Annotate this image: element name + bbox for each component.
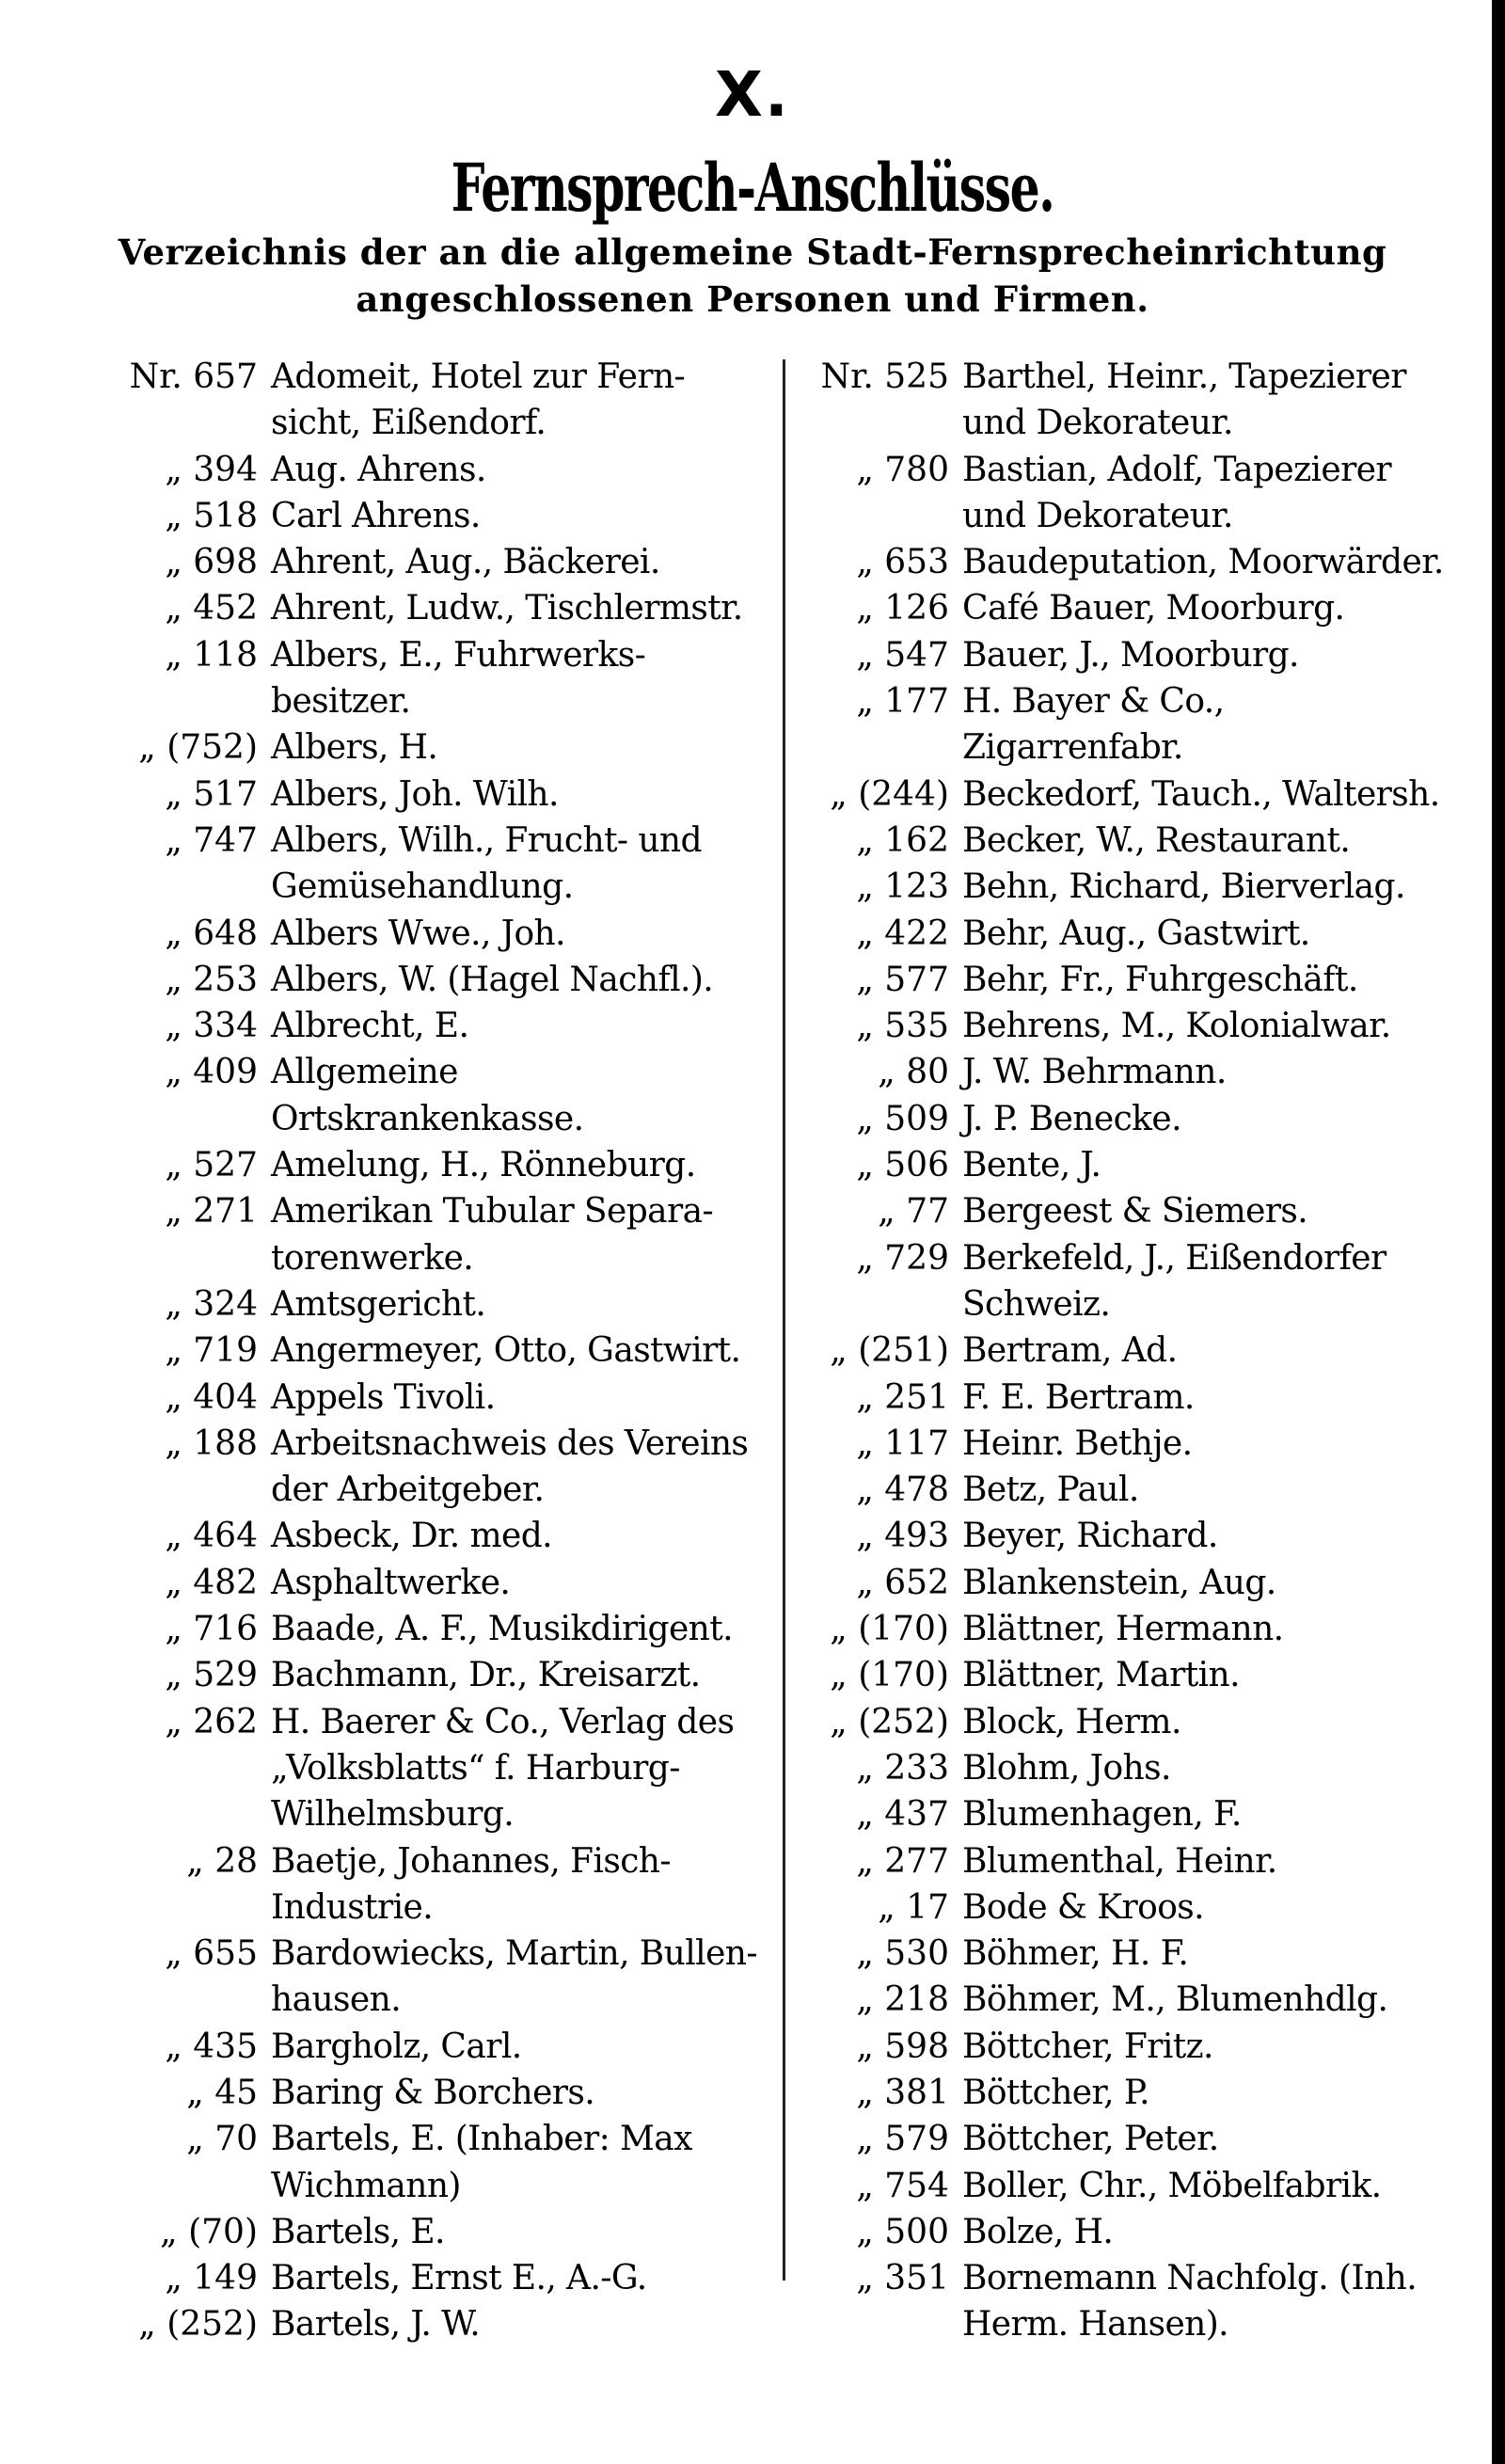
entry-number: „ 334: [165, 1007, 258, 1046]
entry-number: „ 409: [165, 1053, 258, 1092]
entry-name: Café Bauer, Moorburg.: [962, 589, 1345, 628]
page-edge-shadow: [1492, 0, 1505, 2464]
directory-entry: [92, 2209, 769, 2255]
entry-number: „ 271: [165, 1192, 258, 1232]
entry-number: „ 716: [165, 1610, 258, 1649]
directory-entry: [92, 1560, 769, 1606]
entry-name: Böhmer, H. F.: [962, 1934, 1189, 1974]
entry-number: „ 648: [165, 914, 258, 953]
entry-name: Behr, Fr., Fuhrgeschäft.: [962, 960, 1358, 999]
subtitle-line-2: angeschlossenen Personen und Firmen.: [356, 278, 1149, 320]
entry-name: Bartels, E.: [271, 2212, 445, 2251]
entry-name: Albers, H.: [271, 728, 438, 768]
directory-entry: [92, 585, 769, 631]
entry-name: Baade, A. F., Musikdirigent.: [271, 1610, 733, 1649]
entry-number: „ 500: [856, 2212, 949, 2251]
entry-number: „ 547: [856, 635, 949, 675]
entry-number: „ 251: [856, 1377, 949, 1417]
entry-number: „ 452: [165, 589, 258, 628]
entry-name: Albers, Joh. Wilh.: [271, 774, 559, 814]
directory-entry: [92, 1606, 769, 1652]
entry-name: Ahrent, Ludw., Tischlermstr.: [271, 589, 743, 628]
directory-entry: [795, 2163, 1453, 2209]
directory-entry: [795, 2255, 1453, 2348]
entry-number: „ 351: [856, 2259, 949, 2298]
directory-entry: [795, 957, 1453, 1003]
entry-name: Adomeit, Hotel zur Fern- sicht, Eißendorf.: [271, 358, 686, 443]
entry-number: „ 652: [856, 1563, 949, 1602]
entry-number: „ 404: [165, 1377, 258, 1417]
directory-entry: [795, 1003, 1453, 1049]
entry-name: Bente, J.: [962, 1146, 1101, 1185]
directory-entry: [795, 864, 1453, 910]
entry-name: Asbeck, Dr. med.: [271, 1517, 553, 1556]
entry-number: „ 518: [165, 496, 258, 535]
entry-name: Bergeest & Siemers.: [962, 1192, 1308, 1232]
entry-name: Böttcher, P.: [962, 2073, 1150, 2112]
entry-name: Asphaltwerke.: [271, 1563, 511, 1602]
entry-name: Baring & Borchers.: [271, 2073, 595, 2112]
entry-number: „ 435: [165, 2027, 258, 2066]
entry-number: „ 80: [878, 1053, 949, 1092]
entry-name: Albers, Wilh., Frucht- und Gemüsehandlung.: [271, 820, 702, 907]
entry-name: Bertram, Ad.: [962, 1331, 1178, 1371]
directory-entry: [795, 2209, 1453, 2255]
entry-number: „ 117: [856, 1423, 949, 1463]
directory-entry: [795, 1745, 1453, 1791]
entry-name: Behr, Aug., Gastwirt.: [962, 914, 1310, 953]
entry-number: „ 530: [856, 1934, 949, 1974]
entry-name: Angermeyer, Otto, Gastwirt.: [271, 1331, 741, 1371]
directory-entry: [795, 632, 1453, 678]
entry-number: „ 118: [165, 635, 258, 675]
entry-name: Becker, W., Restaurant.: [962, 820, 1351, 860]
entry-number: „ 780: [856, 450, 949, 489]
entry-number: „ 123: [856, 867, 949, 907]
entry-name: Blumenthal, Heinr.: [962, 1841, 1277, 1881]
entry-number: „ 577: [856, 960, 949, 999]
directory-entry: [92, 1931, 769, 2024]
entry-number: „ 698: [165, 543, 258, 582]
entry-number: Nr. 657: [129, 358, 258, 396]
entry-number: „ 126: [856, 589, 949, 628]
entry-name: Amelung, H., Rönneburg.: [271, 1146, 696, 1185]
directory-entry: [795, 818, 1453, 864]
entry-name: Amerikan Tubular Separa- torenwerke.: [271, 1192, 714, 1278]
entry-number: „ 177: [856, 682, 949, 722]
entry-number: „ 28: [186, 1841, 258, 1881]
entry-name: Arbeitsnachweis des Vereins der Arbeitgeber.: [271, 1423, 749, 1510]
entry-name: Albers, E., Fuhrwerks- besitzer.: [271, 635, 646, 722]
entry-name: Albers, W. (Hagel Nachfl.).: [271, 960, 714, 999]
entry-name: Ahrent, Aug., Bäckerei.: [271, 543, 660, 582]
directory-entry: [92, 632, 769, 725]
entry-name: Amtsgericht.: [271, 1284, 486, 1324]
entry-number: „ (251): [830, 1331, 949, 1371]
entry-number: „ 506: [856, 1146, 949, 1185]
entry-number: „ 422: [856, 914, 949, 953]
entry-number: „ (252): [830, 1702, 949, 1741]
directory-entry: [92, 911, 769, 957]
entry-name: Albrecht, E.: [271, 1007, 469, 1046]
section-number: X.: [715, 58, 790, 131]
entry-name: Bachmann, Dr., Kreisarzt.: [271, 1656, 701, 1695]
subtitle-line-1: Verzeichnis der an die allgemeine Stadt-Fernsprecheinrichtung: [118, 231, 1387, 273]
directory-entry: [92, 1421, 769, 1514]
column-divider: [783, 359, 785, 2281]
directory-entry: [92, 724, 769, 771]
directory-entry: [795, 1421, 1453, 1467]
entry-name: J. P. Benecke.: [962, 1099, 1181, 1138]
entry-name: Behn, Richard, Bierverlag.: [962, 867, 1405, 907]
entry-name: Baudeputation, Moorwärder.: [962, 543, 1444, 582]
entry-number: „ 729: [856, 1238, 949, 1278]
directory-entry: [92, 771, 769, 818]
entry-name: Bartels, Ernst E., A.-G.: [271, 2259, 647, 2298]
entry-number: „ 277: [856, 1841, 949, 1881]
entry-name: Blankenstein, Aug.: [962, 1563, 1276, 1602]
entry-number: „ 70: [186, 2120, 258, 2159]
entry-number: „ 45: [186, 2073, 258, 2112]
directory-entry: [795, 1699, 1453, 1745]
entry-number: „ 579: [856, 2120, 949, 2159]
directory-entry: [795, 1235, 1453, 1328]
entry-number: „ 754: [856, 2166, 949, 2205]
directory-entry: [92, 818, 769, 911]
directory-entry: [795, 1142, 1453, 1188]
directory-entry: [795, 1375, 1453, 1421]
entry-number: „ 478: [856, 1470, 949, 1510]
entry-name: Bardowiecks, Martin, Bullen- hausen.: [271, 1934, 757, 2020]
entry-number: „ (244): [830, 774, 949, 814]
directory-entry: [92, 1281, 769, 1327]
entry-number: „ 535: [856, 1007, 949, 1046]
directory-entry: [92, 354, 769, 447]
directory-entry: [92, 539, 769, 585]
entry-name: Beyer, Richard.: [962, 1517, 1218, 1556]
entry-name: Carl Ahrens.: [271, 496, 481, 535]
entry-name: Heinr. Bethje.: [962, 1423, 1193, 1463]
directory-entry: [795, 1931, 1453, 1977]
entry-name: Blättner, Hermann.: [962, 1610, 1284, 1649]
entry-name: Blättner, Martin.: [962, 1656, 1240, 1695]
directory-entry: [795, 678, 1453, 771]
directory-entry: [795, 1467, 1453, 1513]
entry-name: Berkefeld, J., Eißendorfer Schweiz.: [962, 1238, 1386, 1324]
entry-number: „ 653: [856, 543, 949, 582]
entry-number: „ 509: [856, 1099, 949, 1138]
entry-number: „ 464: [165, 1517, 258, 1556]
directory-entry: [92, 2255, 769, 2301]
directory-entry: [795, 1327, 1453, 1374]
entry-name: Baetje, Johannes, Fisch- Industrie.: [271, 1841, 671, 1927]
directory-entry: [795, 447, 1453, 540]
entry-number: „ 437: [856, 1795, 949, 1835]
directory-entry: [92, 1699, 769, 1838]
directory-entry: [795, 1838, 1453, 1884]
entry-name: Appels Tivoli.: [271, 1377, 496, 1417]
directory-entry: [795, 1096, 1453, 1142]
directory-entry: [92, 2116, 769, 2209]
entry-number: „ 482: [165, 1563, 258, 1602]
entry-number: „ 394: [165, 450, 258, 489]
entry-name: Boller, Chr., Möbelfabrik.: [962, 2166, 1382, 2205]
directory-entry: [92, 1375, 769, 1421]
entry-name: Albers Wwe., Joh.: [271, 914, 565, 953]
entry-number: „ 529: [165, 1656, 258, 1695]
directory-entry: [795, 771, 1453, 818]
entry-name: Beckedorf, Tauch., Waltersh.: [962, 774, 1440, 814]
entry-name: Böhmer, M., Blumenhdlg.: [962, 1980, 1388, 2020]
entry-name: Bastian, Adolf, Tapezierer und Dekorateur.: [962, 450, 1392, 535]
directory-entry: [92, 1142, 769, 1188]
directory-entry: [92, 493, 769, 539]
directory-entry: [795, 539, 1453, 585]
entry-name: Block, Herm.: [962, 1702, 1181, 1741]
entry-number: „ 218: [856, 1980, 949, 2020]
entry-number: „ 162: [856, 820, 949, 860]
directory-entry: [795, 1049, 1453, 1095]
entry-number: „ 719: [165, 1331, 258, 1371]
entry-number: „ 188: [165, 1423, 258, 1463]
entry-name: J. W. Behrmann.: [962, 1053, 1227, 1092]
directory-entry: [92, 2301, 769, 2347]
directory-entry: [795, 911, 1453, 957]
entry-number: „ (752): [138, 728, 258, 768]
entry-number: „ 493: [856, 1517, 949, 1556]
directory-entry: [795, 1188, 1453, 1234]
entry-number: „ 324: [165, 1284, 258, 1324]
directory-entry: [92, 2070, 769, 2116]
entry-name: Böttcher, Fritz.: [962, 2027, 1213, 2066]
page-title: Fernsprech-Anschlüsse.: [451, 149, 1054, 227]
entry-number: „ (252): [138, 2305, 258, 2345]
entry-number: „ 517: [165, 774, 258, 814]
entry-number: „ 149: [165, 2259, 258, 2298]
directory-entry: [92, 1513, 769, 1559]
entry-name: Behrens, M., Kolonialwar.: [962, 1007, 1391, 1046]
directory-entry: [795, 2024, 1453, 2070]
entry-number: „ 262: [165, 1702, 258, 1741]
directory-entry: [795, 1606, 1453, 1652]
directory-entry: [92, 1652, 769, 1698]
entry-number: „ 747: [165, 820, 258, 860]
entry-name: Bartels, E. (Inhaber: Max Wichmann): [271, 2120, 692, 2205]
entry-number: „ 253: [165, 960, 258, 999]
entry-number: „ 17: [878, 1887, 949, 1927]
entry-number: „ 77: [878, 1192, 949, 1232]
entry-number: „ (170): [830, 1656, 949, 1695]
entry-name: H. Baerer & Co., Verlag des „Volksblatts“ f. Harburg- Wilhelmsburg.: [271, 1702, 735, 1835]
entry-name: Böttcher, Peter.: [962, 2120, 1219, 2159]
directory-entry: [795, 2070, 1453, 2116]
entry-name: Blohm, Johs.: [962, 1748, 1171, 1788]
entry-number: „ (170): [830, 1610, 949, 1649]
entry-number: „ 527: [165, 1146, 258, 1185]
entry-number: „ 655: [165, 1934, 258, 1974]
directory-entry: [92, 1003, 769, 1049]
left-column: [92, 354, 769, 2348]
directory-entry: [92, 1049, 769, 1142]
entry-name: Barthel, Heinr., Tapezierer und Dekorateur.: [962, 358, 1406, 443]
entry-number: „ 598: [856, 2027, 949, 2066]
entry-name: Allgemeine Ortskrankenkasse.: [271, 1053, 584, 1138]
entry-name: Bauer, J., Moorburg.: [962, 635, 1299, 675]
entry-name: Bolze, H.: [962, 2212, 1114, 2251]
directory-entry: [92, 1188, 769, 1281]
directory-entry: [92, 2024, 769, 2070]
directory-entry: [795, 1560, 1453, 1606]
entry-name: Bartels, J. W.: [271, 2305, 481, 2345]
directory-entry: [795, 1977, 1453, 2023]
entry-name: Bode & Kroos.: [962, 1887, 1204, 1927]
entry-number: Nr. 525: [820, 358, 949, 396]
directory-entry: [92, 1838, 769, 1931]
entry-number: „ 381: [856, 2073, 949, 2112]
entry-name: Bornemann Nachfolg. (Inh. Herm. Hansen).: [962, 2259, 1418, 2345]
entry-name: Bargholz, Carl.: [271, 2027, 522, 2066]
directory-entry: [795, 1791, 1453, 1837]
right-column: [795, 354, 1453, 2348]
entry-name: Aug. Ahrens.: [271, 450, 486, 489]
entry-number: „ 233: [856, 1748, 949, 1788]
directory-entry: [795, 585, 1453, 631]
directory-entry: [795, 1884, 1453, 1931]
directory-entry: [795, 1652, 1453, 1698]
entry-name: F. E. Bertram.: [962, 1377, 1195, 1417]
directory-entry: [795, 1513, 1453, 1559]
directory-entry: [795, 354, 1453, 447]
directory-entry: [92, 1327, 769, 1374]
directory-entry: [92, 957, 769, 1003]
entry-number: „ (70): [160, 2212, 258, 2251]
entry-name: Betz, Paul.: [962, 1470, 1139, 1510]
entry-name: H. Bayer & Co., Zigarrenfabr.: [962, 682, 1225, 768]
entry-name: Blumenhagen, F.: [962, 1795, 1242, 1835]
directory-entry: [92, 447, 769, 493]
directory-entry: [795, 2116, 1453, 2162]
